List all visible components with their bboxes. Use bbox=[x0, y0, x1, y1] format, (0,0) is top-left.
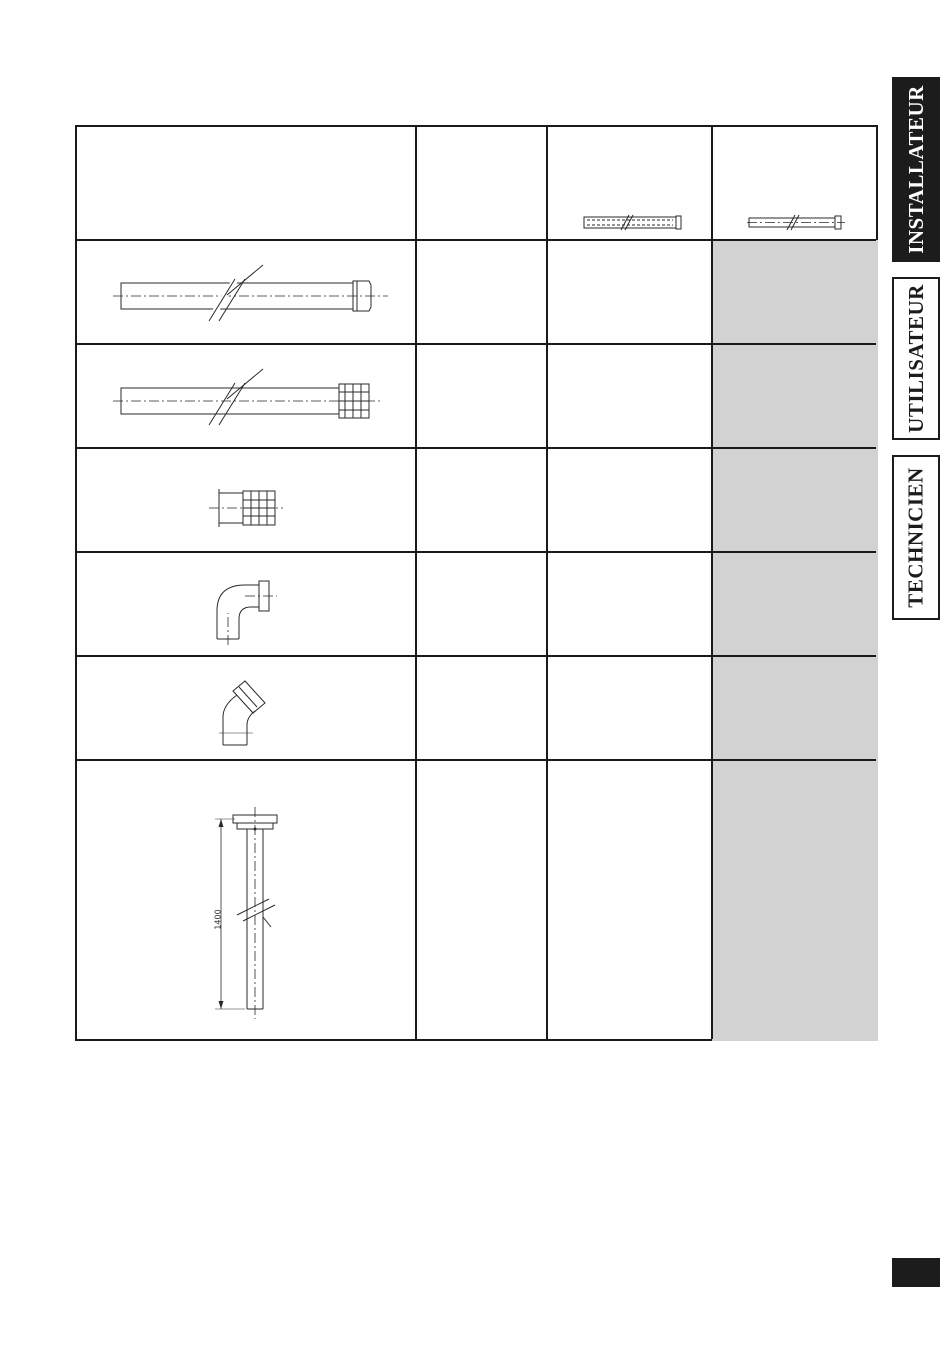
tab-technicien[interactable]: TECHNICIEN bbox=[892, 455, 940, 620]
row-divider bbox=[77, 551, 876, 553]
terminal-fitting-drawing bbox=[207, 483, 287, 533]
concentric-pipe-icon bbox=[583, 215, 683, 231]
tab-installateur[interactable]: INSTALLATEUR bbox=[892, 77, 940, 262]
single-pipe-icon bbox=[747, 215, 847, 231]
page-number-box bbox=[892, 1258, 940, 1287]
dimension-label: 1400 bbox=[213, 908, 223, 930]
straight-pipe-drawing bbox=[113, 257, 393, 327]
component-table bbox=[75, 125, 878, 1041]
pipe-with-terminal-drawing bbox=[113, 361, 393, 431]
column-divider bbox=[546, 127, 548, 1039]
elbow-45-drawing bbox=[217, 681, 277, 751]
row-divider bbox=[77, 343, 876, 345]
column-divider bbox=[711, 127, 713, 1039]
elbow-90-drawing bbox=[205, 575, 285, 647]
tab-utilisateur[interactable]: UTILISATEUR bbox=[892, 277, 940, 440]
row-divider bbox=[77, 655, 876, 657]
row-divider bbox=[77, 759, 876, 761]
row-divider bbox=[77, 239, 876, 241]
column-divider bbox=[415, 127, 417, 1039]
shaded-column bbox=[712, 240, 878, 1041]
row-divider bbox=[77, 447, 876, 449]
